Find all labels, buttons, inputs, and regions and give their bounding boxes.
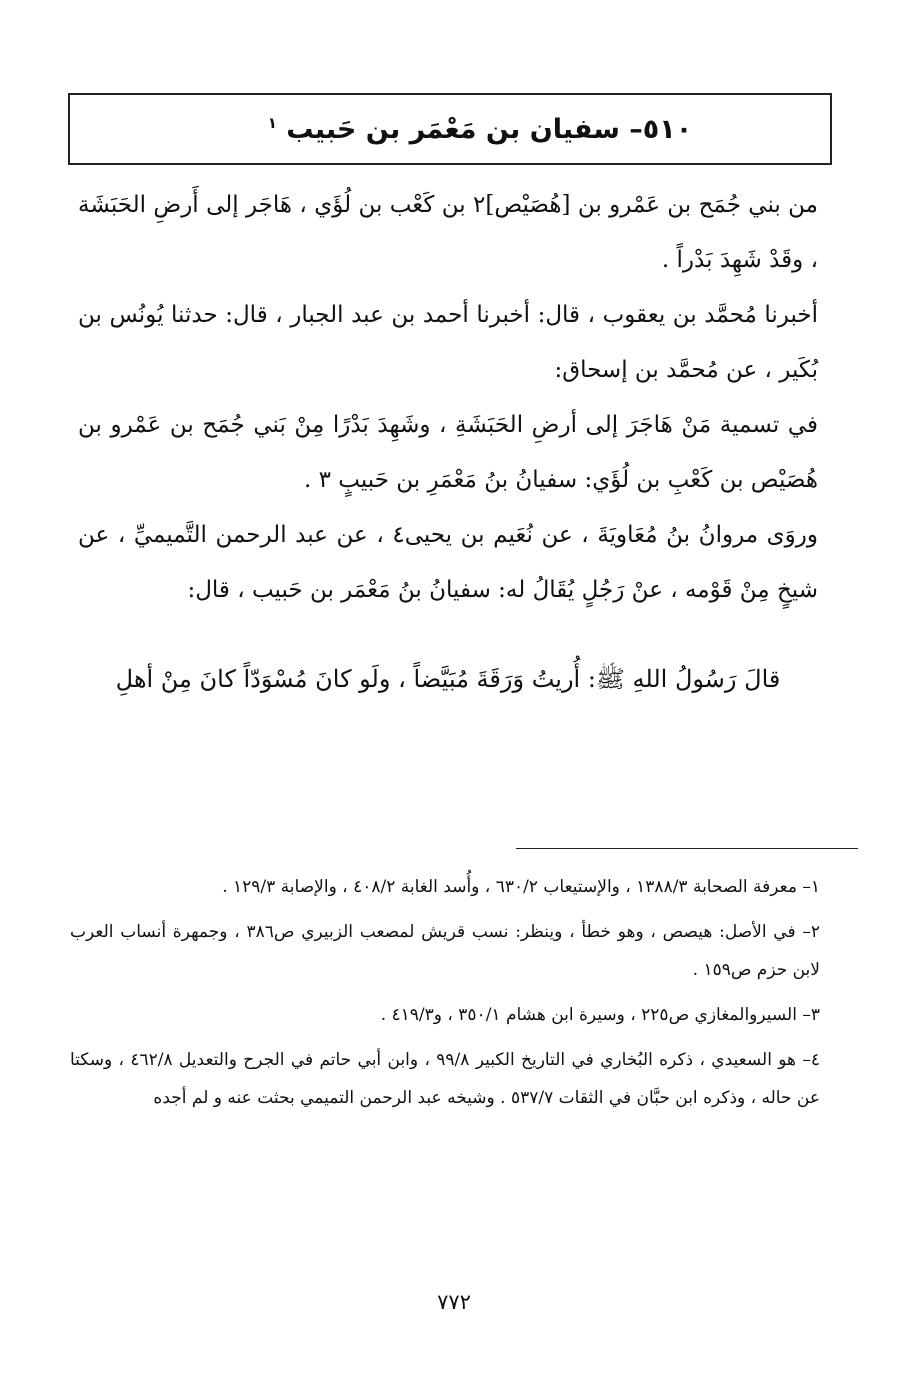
title-box (68, 93, 832, 165)
footnote: ٢– في الأصل: هيصص ، وهو خطأ ، وينظر: نسب قريش لمصعب الزبيري ص٣٨٦ ، وجمهرة أنساب العرب لابن حزم ص١٥٩ . (70, 922, 820, 980)
entry-title (268, 114, 693, 145)
body-paragraph: من بني جُمَح بن عَمْرو بن [هُصَيْص]٢ بن كَعْب بن لُؤَي ، هَاجَر إلى أَرضِ الحَبَشَة ، وقَدْ شَهِدَ بَدْراً . (78, 192, 818, 273)
main-text (78, 178, 818, 618)
footnote: ١– معرفة الصحابة ١٣٨٨/٣ ، والإستيعاب ٦٣٠/٢ ، وأُسد الغابة ٤٠٨/٢ ، والإصابة ١٢٩/٣ . (222, 877, 820, 897)
hadith-quote: قالَ رَسُولُ اللهِ ﷺ: أُريتُ وَرَقَةَ مُبَيَّضاً ، ولَو كانَ مُسْوَدّاً كانَ مِنْ أهلِ (115, 665, 781, 693)
page-number: ٧٧٢ (437, 1290, 471, 1314)
title-footnote-ref: ١ (267, 113, 277, 132)
footnote: ٤– هو السعيدي ، ذكره البُخاري في التاريخ الكبير ٩٩/٨ ، وابن أبي حاتم في الجرح والتعديل ٤٦٢/٨ ، وسكتا عن حاله ، وذكره ابن حبَّان في الثقات ٥٣٧/٧ . وشيخه عبد الرحمن التميمي بحثت عنه و لم أجده (70, 1050, 820, 1108)
body-paragraph: في تسمية مَنْ هَاجَرَ إلى أرضِ الحَبَشَةِ ، وشَهِدَ بَدْرًا مِنْ بَني جُمَح بن عَمْرو بن هُصَيْص بن كَعْبِ بن لُؤَي: سفيانُ بنُ مَعْمَرِ بن حَبيبٍ ٣ . (78, 412, 818, 493)
footnote: ٣– السيروالمغازي ص٢٢٥ ، وسيرة ابن هشام ٣٥٠/١ ، و٤١٩/٣ . (380, 1005, 820, 1025)
body-paragraph: وروَى مروانُ بنُ مُعَاويَةَ ، عن نُعَيم بن يحيى٤ ، عن عبد الرحمن التَّميميِّ ، عن شيخٍ مِنْ قَوْمه ، عنْ رَجُلٍ يُقَالُ له: سفيانُ بنُ مَعْمَر بن حَبيب ، قال: (78, 522, 818, 603)
body-paragraph: أخبرنا مُحمَّد بن يعقوب ، قال: أخبرنا أحمد بن عبد الجبار ، قال: حدثنا يُونُس بن بُكَير ، عن مُحمَّد بن إسحاق: (78, 302, 818, 383)
footnotes (70, 868, 820, 1124)
entry-title-text: ٥١٠– سفيان بن مَعْمَر بن حَبيب (286, 113, 693, 145)
footnote-divider (516, 848, 858, 849)
